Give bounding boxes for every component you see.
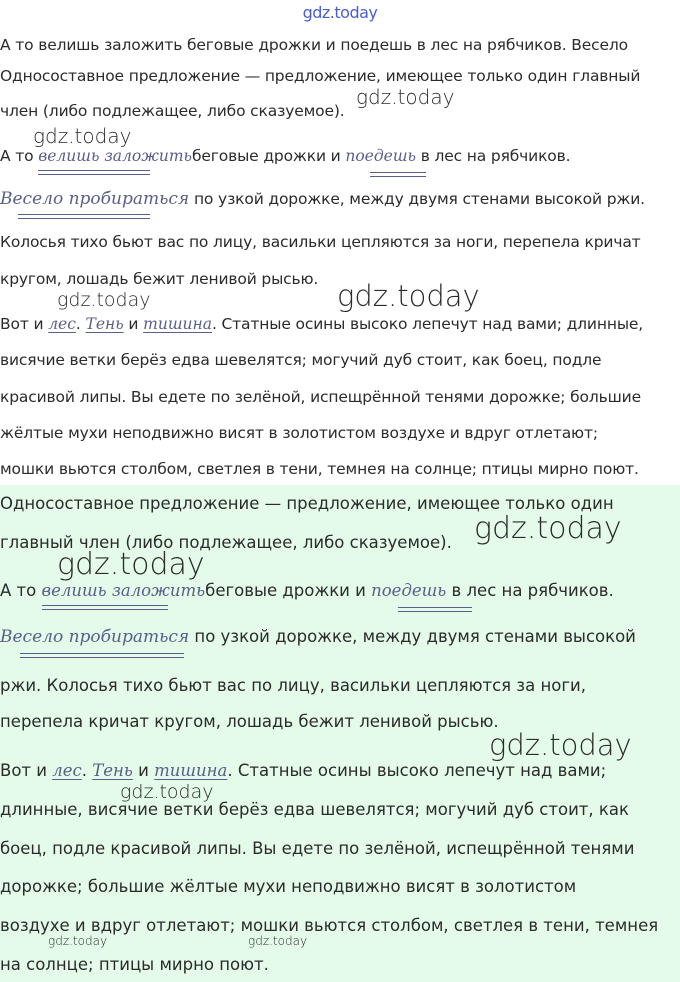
text-line: [0, 581, 614, 601]
watermark: gdz.today: [337, 279, 480, 313]
text-line: Колосья тихо бьют вас по лицу, васильки цепляются за ноги, перепела кричат: [0, 233, 641, 251]
watermark: gdz.today: [33, 124, 132, 148]
text-fragment: . Статные осины высоко лепечут над вами;: [227, 761, 607, 780]
text-line: длинные, висячие ветки берёз едва шевелятся; могучий дуб стоит, как: [0, 800, 629, 819]
text-line: [0, 627, 636, 647]
text-line: на солнце; птицы мирно поют.: [0, 955, 269, 974]
predicate-double-underline: [42, 605, 168, 610]
watermark: gdz.today: [57, 547, 205, 582]
text-fragment: по узкой дорожке, между двумя стенами высокой ржи.: [189, 190, 645, 208]
watermark: gdz.today: [474, 511, 622, 546]
text-line: главный член (либо подлежащее, либо сказуемое).: [0, 533, 452, 552]
text-line: [0, 146, 570, 166]
subject-handwritten: Тень: [92, 761, 133, 780]
text-fragment: Вот и: [0, 315, 49, 333]
text-line: дорожке; большие жёлтые мухи неподвижно висят в золотистом: [0, 877, 577, 896]
text-line: член (либо подлежащее, либо сказуемое).: [0, 102, 345, 120]
site-watermark-top: gdz.today: [302, 3, 378, 22]
text-line: перепела кричат кругом, лошадь бежит ленивой рысью.: [0, 712, 499, 731]
text-fragment: А то: [0, 147, 39, 165]
watermark: gdz.today: [120, 781, 214, 803]
text-fragment: Вот и: [0, 761, 53, 780]
text-line: Односоставное предложение — предложение, имеющее только один: [0, 494, 614, 513]
predicate-double-underline: [370, 172, 426, 177]
text-line: боец, подле красивой липы. Вы едете по зелёной, испещрённой тенями: [0, 839, 635, 858]
text-fragment: .: [81, 761, 93, 780]
text-line: кругом, лошадь бежит ленивой рысью.: [0, 270, 319, 288]
text-fragment: и: [123, 315, 144, 333]
answer-block-1: [0, 0, 680, 485]
watermark: gdz.today: [248, 934, 308, 948]
predicate-double-underline: [20, 653, 184, 658]
text-fragment: беговые дрожки и: [205, 581, 372, 600]
text-fragment: по узкой дорожке, между двумя стенами высокой: [189, 627, 636, 646]
predicate-handwritten: поедешь: [371, 581, 447, 600]
text-line: ржи. Колосья тихо бьют вас по лицу, васильки цепляются за ноги,: [0, 676, 586, 695]
text-line: [0, 761, 606, 781]
text-fragment: беговые дрожки и: [191, 147, 346, 165]
text-line: [0, 314, 643, 334]
subject-handwritten: Тень: [85, 315, 124, 333]
text-line: [0, 189, 645, 209]
subject-handwritten: лес: [52, 761, 82, 780]
predicate-handwritten: поедешь: [345, 147, 416, 165]
subject-handwritten: лес: [48, 315, 76, 333]
predicate-handwritten: Весело пробираться: [0, 627, 190, 647]
text-line: мошки вьются столбом, светлея в тени, темнея на солнце; птицы мирно поют.: [0, 460, 639, 478]
watermark: gdz.today: [57, 289, 151, 311]
text-fragment: А то: [0, 581, 42, 600]
text-fragment: и: [132, 761, 155, 780]
subject-handwritten: тишина: [154, 761, 228, 780]
predicate-handwritten: велишь заложить: [38, 147, 192, 165]
text-fragment: в лес на рябчиков.: [415, 147, 571, 165]
text-line: А то велишь заложить беговые дрожки и поедешь в лес на рябчиков. Весело: [0, 36, 628, 54]
subject-handwritten: тишина: [143, 315, 212, 333]
watermark: gdz.today: [489, 728, 632, 762]
watermark: gdz.today: [356, 85, 455, 109]
text-line: Односоставное предложение — предложение, имеющее только один главный: [0, 67, 641, 85]
text-line: красивой липы. Вы едете по зелёной, испещрённой тенями дорожке; большие: [0, 388, 641, 406]
predicate-double-underline: [18, 214, 150, 219]
text-line: висячие ветки берёз едва шевелятся; могучий дуб стоит, как боец, подле: [0, 351, 602, 369]
predicate-double-underline: [398, 607, 472, 612]
predicate-double-underline: [38, 170, 150, 175]
text-line: жёлтые мухи неподвижно висят в золотистом воздухе и вдруг отлетают;: [0, 424, 598, 442]
watermark: gdz.today: [48, 934, 108, 948]
text-fragment: . Статные осины высоко лепечут над вами; длинные,: [211, 315, 644, 333]
text-fragment: .: [75, 315, 86, 333]
predicate-handwritten: велишь заложить: [41, 581, 206, 600]
text-fragment: в лес на рябчиков.: [446, 581, 614, 600]
predicate-handwritten: Весело пробираться: [0, 189, 190, 209]
text-line: воздухе и вдруг отлетают; мошки вьются столбом, светлея в тени, темнея: [0, 916, 659, 935]
